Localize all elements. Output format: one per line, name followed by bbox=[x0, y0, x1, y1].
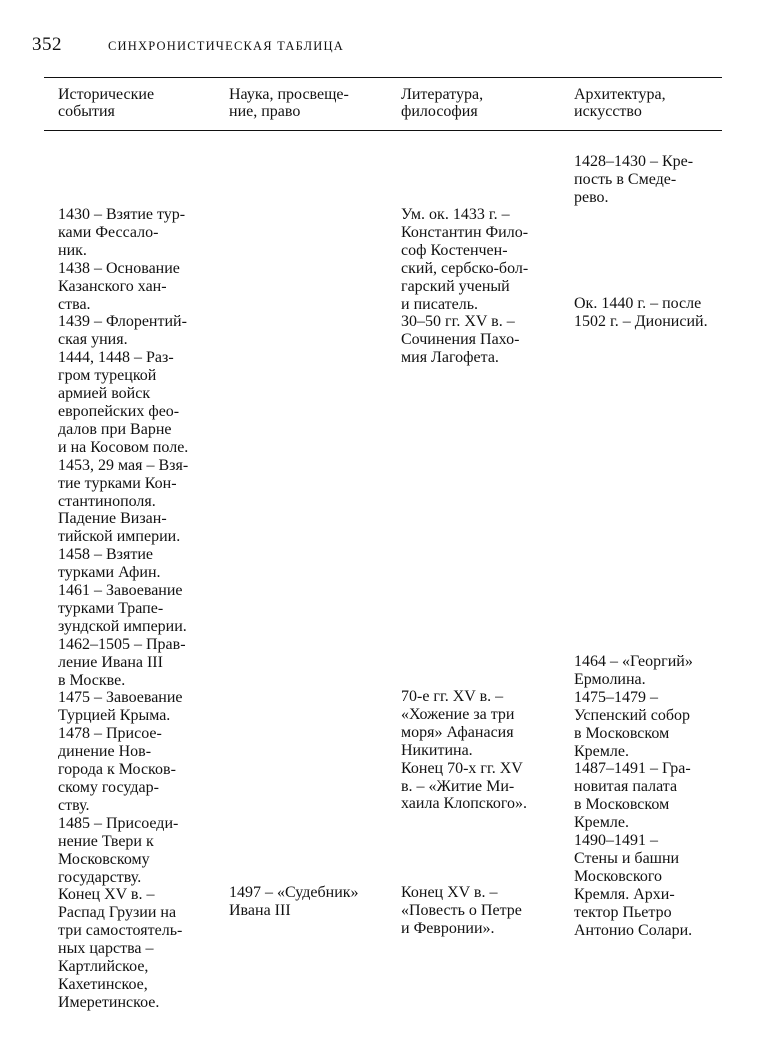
column-header-literature: Литература, философия bbox=[401, 86, 484, 120]
top-rule bbox=[44, 77, 722, 78]
column-header-history: Исторические события bbox=[58, 86, 155, 120]
table-cell-science-1497: 1497 – «Судебник» Ивана III bbox=[229, 884, 359, 919]
table-cell-literature-end-xv: Конец XV в. – «Повесть о Петре и Февронии». bbox=[401, 884, 522, 937]
header-rule bbox=[44, 130, 722, 131]
running-head: СИНХРОНИСТИЧЕСКАЯ ТАБЛИЦА bbox=[108, 39, 344, 53]
table-cell-literature-1470s: 70-е гг. XV в. – «Хожение за три моря» Афанасия Никитина. Конец 70-х гг. XV в. – «Житие Ми- хаила Клопского». bbox=[401, 688, 527, 813]
page-number: 352 bbox=[32, 34, 62, 55]
column-header-art: Архитектура, искусство bbox=[574, 86, 666, 120]
table-cell-art-1440: Ок. 1440 г. – после 1502 г. – Дионисий. bbox=[574, 295, 708, 330]
column-header-science: Наука, просвеще- ние, право bbox=[229, 86, 349, 120]
table-cell-history-1430: 1430 – Взятие тур- ками Фессало- ник. 1438 – Основание Казанского хан- ства. 1439 – Флорентий- ская уния. 1444, 1448 – Раз- гром турецкой армией войск европейских фео- далов при Варне и на Косовом поле. 1453, 29 мая – Взя- тие турками Кон- стантинополя. Падение Визан- тийской империи. 1458 – Взятие турками Афин. 1461 – Завоевание турками Трапе- зундской империи. 1462–1505 – Прав- ление Ивана III в Москве. 1475 – Завоевание Турцией Крыма. 1478 – Присое- динение Нов- города к Москов- скому государ- ству. 1485 – Присоеди- нение Твери к Московскому государству. Конец XV в. – Распад Грузии на три самостоятель- ных царства – Картлийское, Кахетинское, Имеретинское. bbox=[58, 206, 189, 1011]
table-cell-art-1464: 1464 – «Георгий» Ермолина. 1475–1479 – Успенский собор в Московском Кремле. 1487–1491 – Гра- новитая палата в Московском Кремле. 1490–1491 – Стены и башни Московского Кремля. Архи- тектор Пьетро Антонио Солари. bbox=[574, 653, 693, 939]
table-cell-art-1428: 1428–1430 – Кре- пость в Смеде- рево. bbox=[574, 153, 694, 206]
table-cell-literature-1433: Ум. ок. 1433 г. – Константин Фило- соф Костенчен- ский, сербско-бол- гарский ученый и писатель. 30–50 гг. XV в. – Сочинения Пахо- мия Лагофета. bbox=[401, 206, 529, 367]
